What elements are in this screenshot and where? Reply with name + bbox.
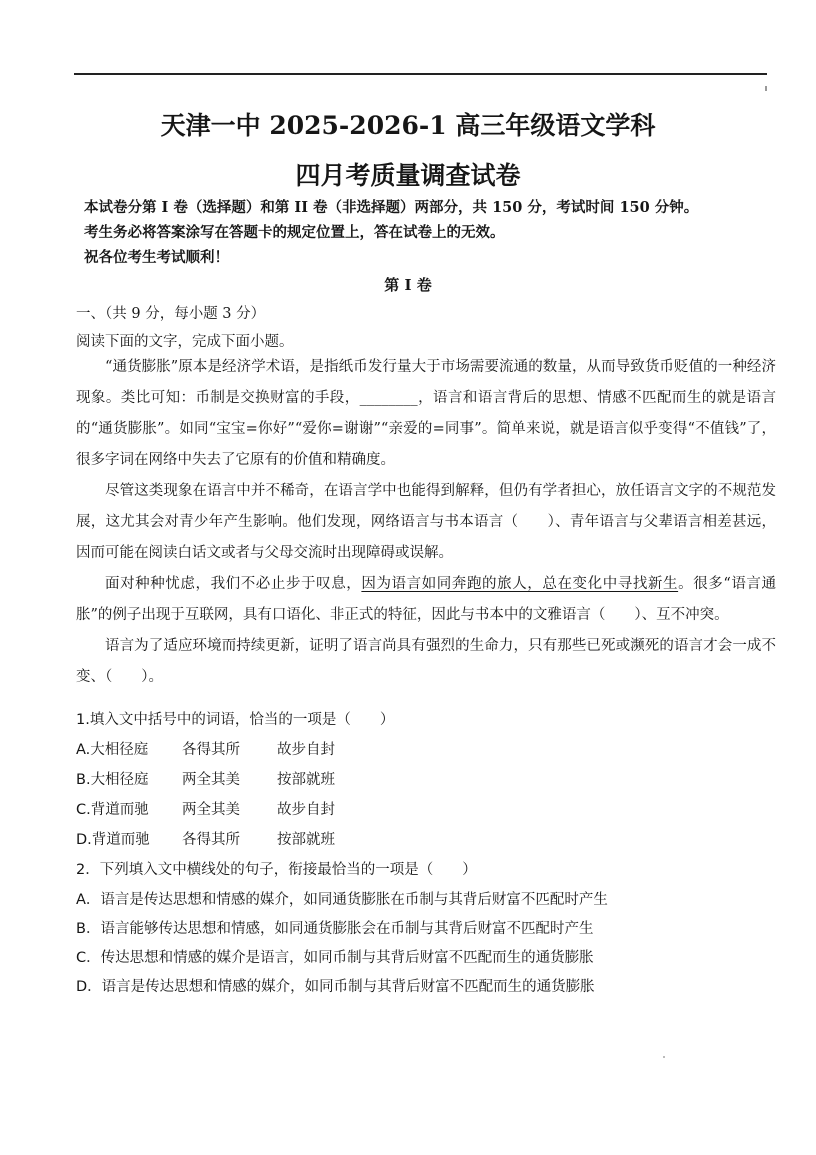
p3-text-before: 面对种种忧虑，我们不必止步于叹息， bbox=[105, 576, 362, 592]
option-word: 背道而驰 bbox=[91, 832, 150, 848]
option-word: 故步自封 bbox=[277, 742, 335, 758]
top-rule bbox=[74, 73, 767, 75]
question-2-option-a[interactable]: A．语言是传达思想和情感的媒介，如同通货膨胀在币制与其背后财富不匹配时产生 bbox=[76, 892, 608, 908]
notice-line-1: 本试卷分第 I 卷（选择题）和第 II 卷（非选择题）两部分，共 150 分，考试时间 150 分钟。 bbox=[84, 199, 699, 216]
option-word: 各得其所 bbox=[182, 742, 240, 758]
option-word: 两全其美 bbox=[182, 802, 240, 818]
option-label: D. bbox=[76, 832, 92, 848]
notice-line-3: 祝各位考生考试顺利！ bbox=[84, 249, 229, 266]
p3-underlined-sentence: 因为语言如同奔跑的旅人，总在变化中寻找新生 bbox=[361, 576, 679, 592]
question-1-option-a[interactable] bbox=[76, 738, 367, 759]
question-1-option-d[interactable] bbox=[76, 828, 367, 849]
exam-title-line1: 天津一中 2025-2026-1 高三年级语文学科 bbox=[160, 111, 656, 140]
passage-paragraph-2: 尽管这类现象在语言中并不稀奇，在语言学中也能得到解释，但仍有学者担心，放任语言文字的不规范发展，这尤其会对青少年产生影响。他们发现，网络语言与书本语言（ ）、青年语言与父辈语言相差甚远，因而可能在阅读白话文或者与父母交流时出现障碍或误解。 bbox=[76, 483, 776, 561]
passage-paragraph-1: “通货膨胀”原本是经济学术语，是指纸币发行量大于市场需要流通的数量，从而导致货币贬值的一种经济现象。类比可知：币制是交换财富的手段，________，语言和语言背后的思想、情感不匹配而生的就是语言的“通货膨胀”。如同“宝宝=你好”“爱你=谢谢”“亲爱的=同事”。简单来说，就是语言似乎变得“不值钱”了，很多字词在网络中失去了它原有的价值和精确度。 bbox=[76, 359, 776, 468]
part1-heading: 一、（共 9 分，每小题 3 分） bbox=[76, 306, 266, 322]
question-1-stem: 1.填入文中括号中的词语，恰当的一项是（ ） bbox=[76, 712, 395, 728]
question-2-option-d[interactable]: D．语言是传达思想和情感的媒介，如同币制与其背后财富不匹配而生的通货膨胀 bbox=[76, 979, 595, 995]
passage-paragraph-3 bbox=[76, 569, 776, 631]
scan-mark bbox=[663, 1056, 665, 1058]
option-word: 按部就班 bbox=[277, 832, 335, 848]
question-2-option-c[interactable]: C．传达思想和情感的媒介是语言，如同币制与其背后财富不匹配而生的通货膨胀 bbox=[76, 950, 594, 966]
option-word: 大相径庭 bbox=[90, 742, 149, 758]
question-2-option-b[interactable]: B．语言能够传达思想和情感，如同通货膨胀会在币制与其背后财富不匹配时产生 bbox=[76, 921, 594, 937]
reading-passage bbox=[76, 352, 776, 693]
passage-paragraph-4: 语言为了适应环境而持续更新，证明了语言尚具有强烈的生命力，只有那些已死或濒死的语言才会一成不变、（ ）。 bbox=[76, 638, 776, 685]
question-1-option-b[interactable] bbox=[76, 768, 367, 789]
option-word: 故步自封 bbox=[277, 802, 335, 818]
option-label: B. bbox=[76, 772, 91, 788]
option-label: C. bbox=[76, 802, 91, 818]
option-word: 按部就班 bbox=[277, 772, 335, 788]
option-word: 各得其所 bbox=[182, 832, 240, 848]
option-word: 两全其美 bbox=[182, 772, 240, 788]
p3-text-after: 。很多“语言通胀”的例子出现于互联网，具有口语化、非正式的特征，因此与书本中的文雅语言（ ）、互不冲突。 bbox=[76, 576, 777, 623]
exam-title-line2: 四月考质量调查试卷 bbox=[295, 161, 521, 190]
option-word: 背道而驰 bbox=[90, 802, 149, 818]
part1-instruction: 阅读下面的文字，完成下面小题。 bbox=[76, 334, 294, 350]
option-label: A. bbox=[76, 742, 91, 758]
question-1-option-c[interactable] bbox=[76, 798, 367, 819]
section-title: 第 I 卷 bbox=[384, 276, 432, 294]
notice-line-2: 考生务必将答案涂写在答题卡的规定位置上，答在试卷上的无效。 bbox=[84, 224, 505, 241]
scan-mark bbox=[765, 86, 767, 91]
question-2-stem: 2．下列填入文中横线处的句子，衔接最恰当的一项是（ ） bbox=[76, 862, 477, 878]
option-word: 大相径庭 bbox=[90, 772, 149, 788]
